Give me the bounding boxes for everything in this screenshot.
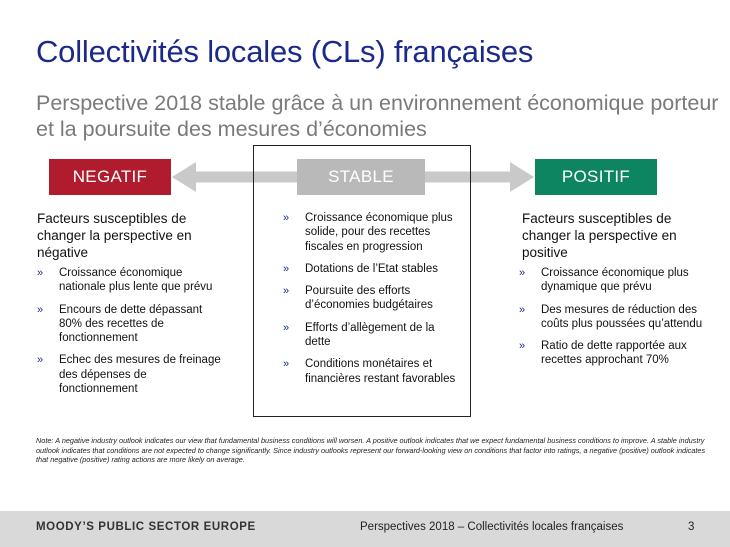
list-item: » Croissance économique nationale plus lente que prévu xyxy=(37,267,213,294)
outlook-definition-note: Note: A negative industry outlook indicates our view that fundamental business conditions will worsen. A positive outlook indicates that we expect fundamental business conditions to improve. A stable industry outlook indicates that conditions are not expected to change significantly. Since industry outlooks represent our forward-looking view on conditions that factor into ratings, a negative (positive) outlook indicates that negative (positive) rating actions are more likely on average. xyxy=(36,436,706,465)
list-item: » Croissance économique plus solide, pour des recettes fiscales en progression xyxy=(283,212,453,253)
list-item: » Echec des mesures de freinage des dépenses de fonctionnement xyxy=(37,354,221,396)
bullet-chevron-icon: » xyxy=(519,267,526,279)
page-footer xyxy=(0,511,730,547)
negative-outlook-label: NEGATIF xyxy=(49,159,171,195)
bullet-chevron-icon: » xyxy=(283,358,290,371)
page-title: Collectivités locales (CLs) françaises xyxy=(36,34,534,69)
negative-factors-list xyxy=(37,266,227,404)
bullet-chevron-icon: » xyxy=(283,285,290,298)
list-item: » Croissance économique plus dynamique que prévu xyxy=(519,267,689,294)
bullet-chevron-icon: » xyxy=(37,267,44,279)
list-item: » Conditions monétaires et financières restant favorables xyxy=(283,358,456,385)
page-subtitle: Perspective 2018 stable grâce à un environnement économique porteur et la poursuite des mesures d’économies xyxy=(36,91,719,141)
list-item: » Des mesures de réduction des coûts plus poussées qu’attendu xyxy=(519,303,703,330)
positive-outlook-label: POSITIF xyxy=(535,159,657,195)
stable-factors-list xyxy=(283,211,459,394)
bullet-chevron-icon: » xyxy=(519,303,526,316)
positive-factors-list xyxy=(519,266,709,376)
bullet-chevron-icon: » xyxy=(283,321,290,334)
bullet-chevron-icon: » xyxy=(283,212,290,224)
positive-heading: Facteurs susceptibles de changer la perspective en positive xyxy=(522,211,677,260)
list-item: » Encours de dette dépassant 80% des recettes de fonctionnement xyxy=(37,303,203,345)
list-item: » Poursuite des efforts d’économies budgétaires xyxy=(283,285,433,312)
bullet-chevron-icon: » xyxy=(283,262,290,275)
bullet-chevron-icon: » xyxy=(519,340,526,353)
list-item: » Dotations de l’Etat stables xyxy=(283,262,438,275)
list-item: » Efforts d’allègement de la dette xyxy=(283,321,435,349)
footer-brand: MOODY’S PUBLIC SECTOR EUROPE xyxy=(36,521,256,533)
negative-heading: Facteurs susceptibles de changer la perspective en négative xyxy=(37,211,192,260)
page-number: 3 xyxy=(688,521,695,533)
list-item: » Ratio de dette rapportée aux recettes approchant 70% xyxy=(519,340,687,367)
bullet-chevron-icon: » xyxy=(37,303,44,316)
stable-outlook-label: STABLE xyxy=(297,159,425,195)
bullet-chevron-icon: » xyxy=(37,354,44,367)
footer-document-title: Perspectives 2018 – Collectivités locales françaises xyxy=(360,521,624,533)
